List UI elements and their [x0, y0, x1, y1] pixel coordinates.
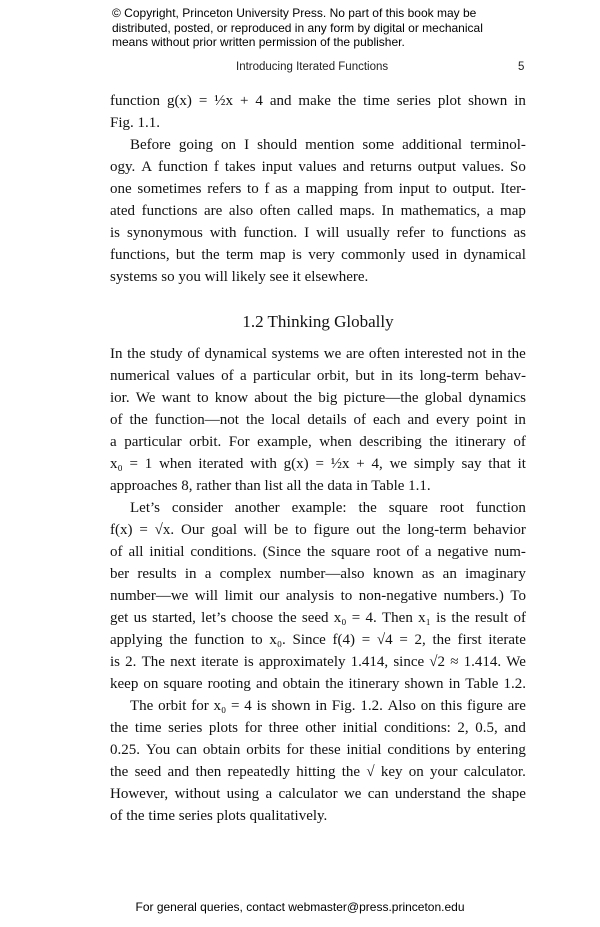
text-line: of the time series plots qualitatively.: [110, 808, 328, 824]
running-head: [0, 61, 600, 77]
footer-contact: For general queries, contact webmaster@press.princeton.edu: [135, 900, 465, 914]
text-line: Fig. 1.1.: [110, 115, 161, 131]
text-line: the seed and then repeatedly hitting the √ key on your calculator.: [110, 764, 526, 780]
text-line: number—we will limit our analysis to non-negative numbers.) To: [110, 588, 526, 604]
text-line: keep on square rooting and obtain the itinerary shown in Table 1.2.: [110, 676, 526, 692]
section-heading: 1.2 Thinking Globally: [242, 312, 394, 331]
text-line: ior. We want to know about the big picture—the global dynamics: [110, 390, 526, 406]
text-line: one sometimes refers to f as a mapping from input to output. Iter-: [110, 181, 526, 197]
text-line: ated functions are also often called maps. In mathematics, a map: [110, 203, 526, 219]
copyright-notice: [112, 6, 512, 50]
copyright-line: © Copyright, Princeton University Press. No part of this book may be: [112, 6, 477, 20]
running-head-title: Introducing Iterated Functions: [236, 61, 389, 73]
text-line: However, without using a calculator we can understand the shape: [110, 786, 526, 802]
text-line: numerical values of a particular orbit, but in its long-term behav-: [110, 368, 526, 384]
text-line: applying the function to x₀. Since f(4) = √4 = 2, the first iterate: [110, 632, 526, 648]
text-line: get us started, let’s choose the seed x₀ = 4. Then x₁ is the result of: [110, 610, 526, 626]
text-line: the time series plots for three other initial conditions: 2, 0.5, and: [110, 720, 526, 736]
text-line: is synonymous with function. I will usually refer to functions as: [110, 225, 526, 241]
text-line: approaches 8, rather than list all the data in Table 1.1.: [110, 478, 431, 494]
text-line: The orbit for x₀ = 4 is shown in Fig. 1.2. Also on this figure are: [130, 698, 526, 714]
text-line: f(x) = √x. Our goal will be to figure out the long-term behavior: [110, 522, 526, 538]
copyright-line: means without prior written permission of the publisher.: [112, 35, 405, 49]
text-line: a particular orbit. For example, when describing the itinerary of: [110, 434, 526, 450]
text-line: functions, but the term map is very commonly used in dynamical: [110, 247, 526, 263]
page-number: 5: [518, 61, 525, 73]
body-text-block-1: [110, 90, 526, 288]
body-text-block-2: [110, 343, 526, 827]
text-line: Before going on I should mention some additional terminol-: [130, 137, 526, 153]
text-line: of the function—not the local details of each and every point in: [110, 412, 526, 428]
text-line: of all initial conditions. (Since the square root of a negative num-: [110, 544, 526, 560]
text-line: In the study of dynamical systems we are often interested not in the: [110, 346, 526, 362]
text-line: Let’s consider another example: the square root function: [130, 500, 526, 516]
text-line: ber results in a complex number—also known as an imaginary: [110, 566, 526, 582]
text-line: x₀ = 1 when iterated with g(x) = ½x + 4, we simply say that it: [110, 456, 526, 472]
text-line: function g(x) = ½x + 4 and make the time series plot shown in: [110, 93, 526, 109]
text-line: systems so you will likely see it elsewhere.: [110, 269, 369, 285]
copyright-line: distributed, posted, or reproduced in any form by digital or mechanical: [112, 20, 483, 35]
text-line: is 2. The next iterate is approximately 1.414, since √2 ≈ 1.414. We: [110, 654, 526, 670]
text-line: 0.25. You can obtain orbits for these initial conditions by entering: [110, 742, 526, 758]
text-line: ogy. A function f takes input values and returns output values. So: [110, 159, 526, 175]
